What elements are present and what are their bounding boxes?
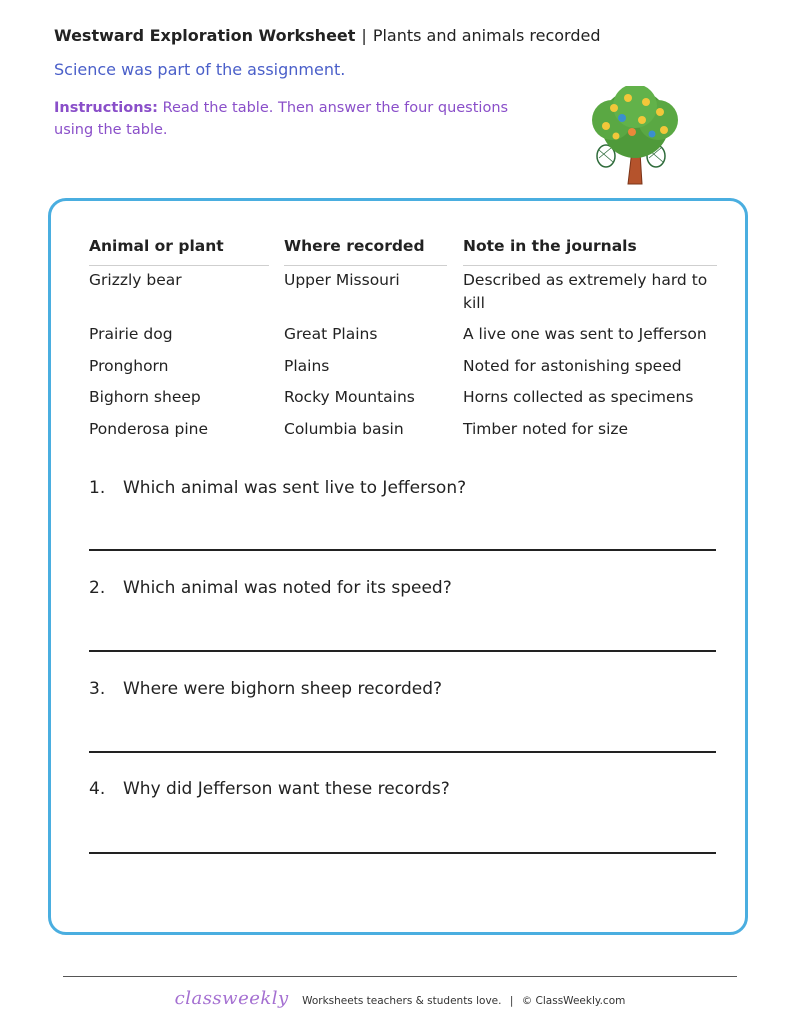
question-number: 1. [89, 478, 106, 498]
instructions [54, 97, 534, 141]
cell-location: Upper Missouri [284, 271, 400, 289]
question-3 [89, 679, 442, 699]
species-table [89, 237, 717, 438]
question-2 [89, 578, 452, 598]
question-text: Which animal was noted for its speed? [123, 578, 452, 598]
header-divider [89, 265, 269, 266]
table-row [89, 269, 717, 315]
footer-divider [63, 976, 737, 977]
worksheet-header [54, 26, 601, 45]
header-separator: | [361, 26, 367, 45]
question-number: 3. [89, 679, 106, 699]
table-row [89, 355, 717, 379]
classweekly-logo[interactable]: classweekly [174, 988, 289, 1009]
table-row [89, 418, 717, 442]
header-animal-or-plant: Animal or plant [89, 237, 224, 255]
cell-animal: Grizzly bear [89, 271, 182, 289]
footer-copyright[interactable]: © ClassWeekly.com [521, 995, 626, 1007]
worksheet-card [48, 198, 748, 935]
footer [0, 988, 800, 1009]
intro-text: Science was part of the assignment. [54, 60, 346, 79]
answer-line-2[interactable] [89, 650, 716, 652]
tree-icon [582, 86, 688, 186]
cell-note: Noted for astonishing speed [463, 357, 682, 375]
worksheet-title: Westward Exploration Worksheet [54, 26, 356, 45]
cell-animal: Pronghorn [89, 357, 169, 375]
cell-animal: Bighorn sheep [89, 388, 201, 406]
table-row [89, 323, 717, 347]
question-text: Why did Jefferson want these records? [123, 779, 450, 799]
question-4 [89, 779, 450, 799]
question-number: 4. [89, 779, 106, 799]
cell-note: Timber noted for size [463, 420, 629, 438]
question-number: 2. [89, 578, 106, 598]
header-journal-note: Note in the journals [463, 237, 637, 255]
instructions-label: Instructions: [54, 100, 158, 116]
cell-location: Columbia basin [284, 420, 404, 438]
question-text: Where were bighorn sheep recorded? [123, 679, 443, 699]
question-text: Which animal was sent live to Jefferson? [123, 478, 467, 498]
header-where-recorded: Where recorded [284, 237, 425, 255]
cell-note: Described as extremely hard to kill [463, 271, 708, 312]
footer-separator: | [509, 995, 514, 1007]
cell-location: Plains [284, 357, 330, 375]
table-header [89, 237, 717, 267]
cell-animal: Prairie dog [89, 325, 173, 343]
cell-note: A live one was sent to Jefferson [463, 325, 707, 343]
cell-note: Horns collected as specimens [463, 388, 694, 406]
answer-line-1[interactable] [89, 549, 716, 551]
cell-location: Rocky Mountains [284, 388, 415, 406]
cell-location: Great Plains [284, 325, 378, 343]
answer-line-3[interactable] [89, 751, 716, 753]
cell-animal: Ponderosa pine [89, 420, 208, 438]
footer-tagline: Worksheets teachers & students love. [302, 995, 502, 1007]
answer-line-4[interactable] [89, 852, 716, 854]
instructions-text: Read the table. Then answer the four questions using the table. [54, 100, 509, 138]
worksheet-subtitle: Plants and animals recorded [372, 26, 601, 45]
question-1 [89, 478, 466, 498]
header-divider [463, 265, 717, 266]
header-divider [284, 265, 447, 266]
table-row [89, 386, 717, 410]
